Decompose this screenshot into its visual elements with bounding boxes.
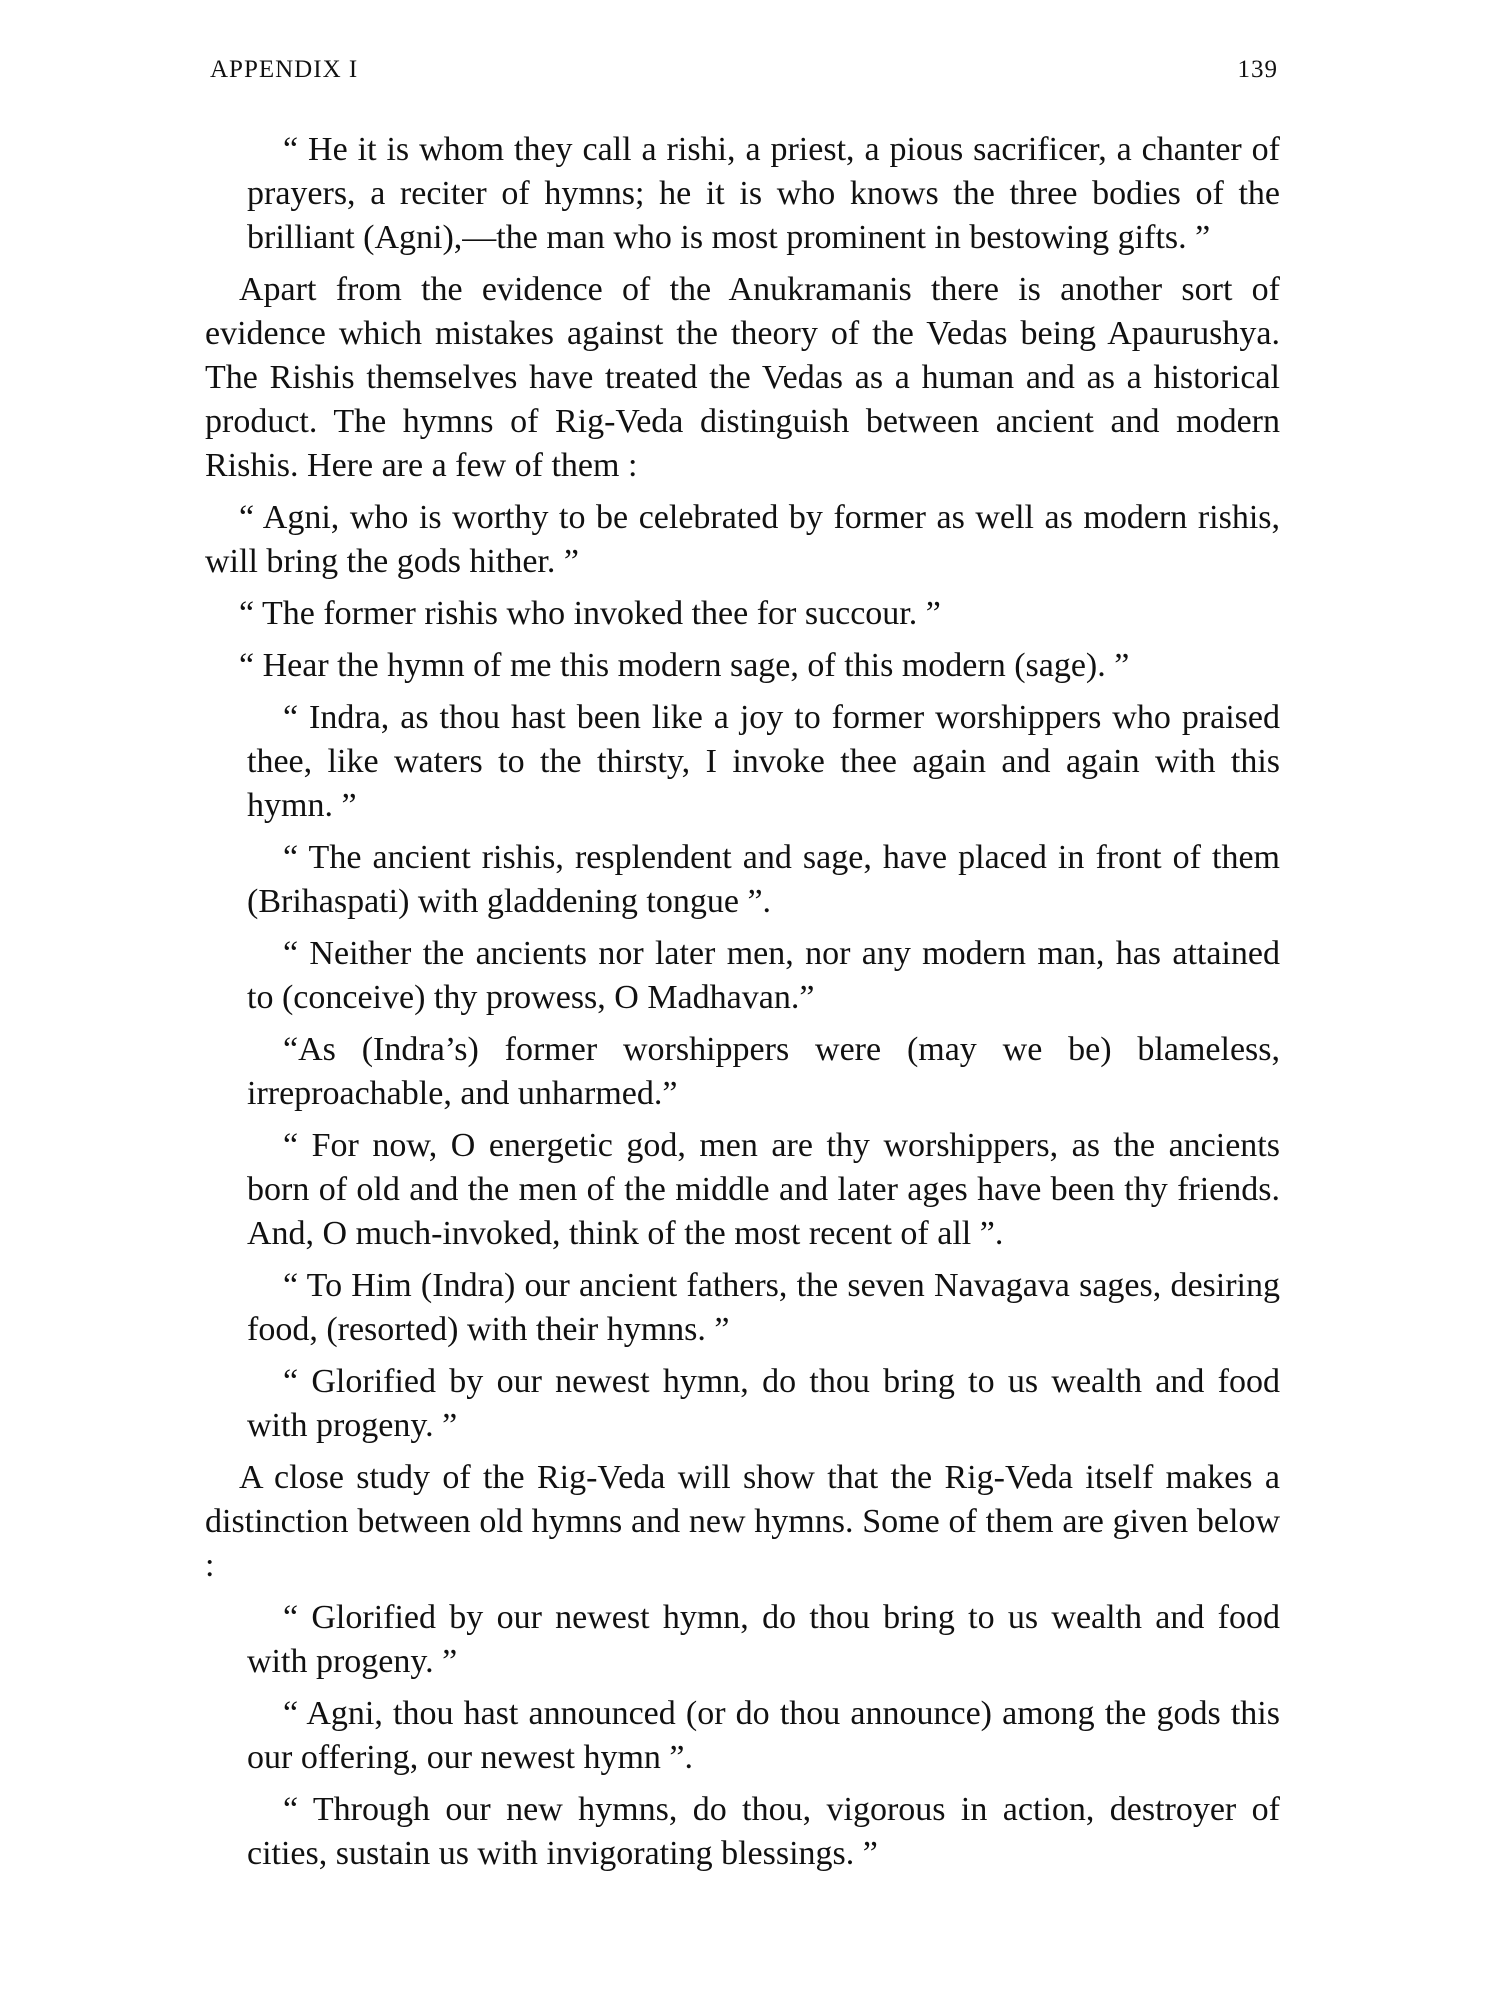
quote-paragraph: “ Neither the ancients nor later men, nor any modern man, has attained to (conceive) thy prowess, O Madhavan.” [247, 935, 1280, 1016]
quote-paragraph: “ To Him (Indra) our ancient fathers, the seven Navagava sages, desiring food, (resorted) with their hymns. ” [247, 1267, 1280, 1348]
quote-paragraph: “As (Indra’s) former worshippers were (may we be) blameless, irreproachable, and unharmed.” [247, 1031, 1280, 1112]
quote-paragraph: “ Agni, who is worthy to be celebrated by former as well as modern rishis, will bring the gods hither. ” [205, 499, 1280, 580]
quote-paragraph: “ Through our new hymns, do thou, vigorous in action, destroyer of cities, sustain us with invigorating blessings. ” [247, 1791, 1280, 1872]
quote-paragraph: “ The former rishis who invoked thee for succour. ” [239, 595, 941, 632]
quote-paragraph: “ For now, O energetic god, men are thy worshippers, as the ancients born of old and the men of the middle and later ages have been thy friends. And, O much-invoked, think of the most recent of all ”. [247, 1127, 1280, 1252]
quote-paragraph: “ Glorified by our newest hymn, do thou bring to us wealth and food with progeny. ” [247, 1599, 1280, 1680]
prose-paragraph: A close study of the Rig-Veda will show that the Rig-Veda itself makes a distinction between old hymns and new hymns. Some of them are given below : [205, 1459, 1280, 1584]
running-head [210, 56, 1278, 96]
quote-paragraph: “ He it is whom they call a rishi, a priest, a pious sacrificer, a chanter of prayers, a reciter of hymns; he it is who knows the three bodies of the brilliant (Agni),—the man who is most prominent in bestowing gifts. ” [247, 131, 1280, 256]
page-number: 139 [1237, 56, 1278, 83]
body-text [205, 128, 1280, 1884]
quote-paragraph: “ Hear the hymn of me this modern sage, of this modern (sage). ” [239, 647, 1130, 684]
quote-paragraph: “ Agni, thou hast announced (or do thou announce) among the gods this our offering, our newest hymn ”. [247, 1695, 1280, 1776]
prose-paragraph: Apart from the evidence of the Anukramanis there is another sort of evidence which mistakes against the theory of the Vedas being Apaurushya. The Rishis themselves have treated the Vedas as a human and as a historical product. The hymns of Rig-Veda distinguish between ancient and modern Rishis. Here are a few of them : [205, 271, 1280, 484]
quote-paragraph: “ Indra, as thou hast been like a joy to former worshippers who praised thee, like waters to the thirsty, I invoke thee again and again with this hymn. ” [247, 699, 1280, 824]
quote-paragraph: “ Glorified by our newest hymn, do thou bring to us wealth and food with progeny. ” [247, 1363, 1280, 1444]
quote-paragraph: “ The ancient rishis, resplendent and sage, have placed in front of them (Brihaspati) with gladdening tongue ”. [247, 839, 1280, 920]
section-title: APPENDIX I [210, 56, 359, 83]
